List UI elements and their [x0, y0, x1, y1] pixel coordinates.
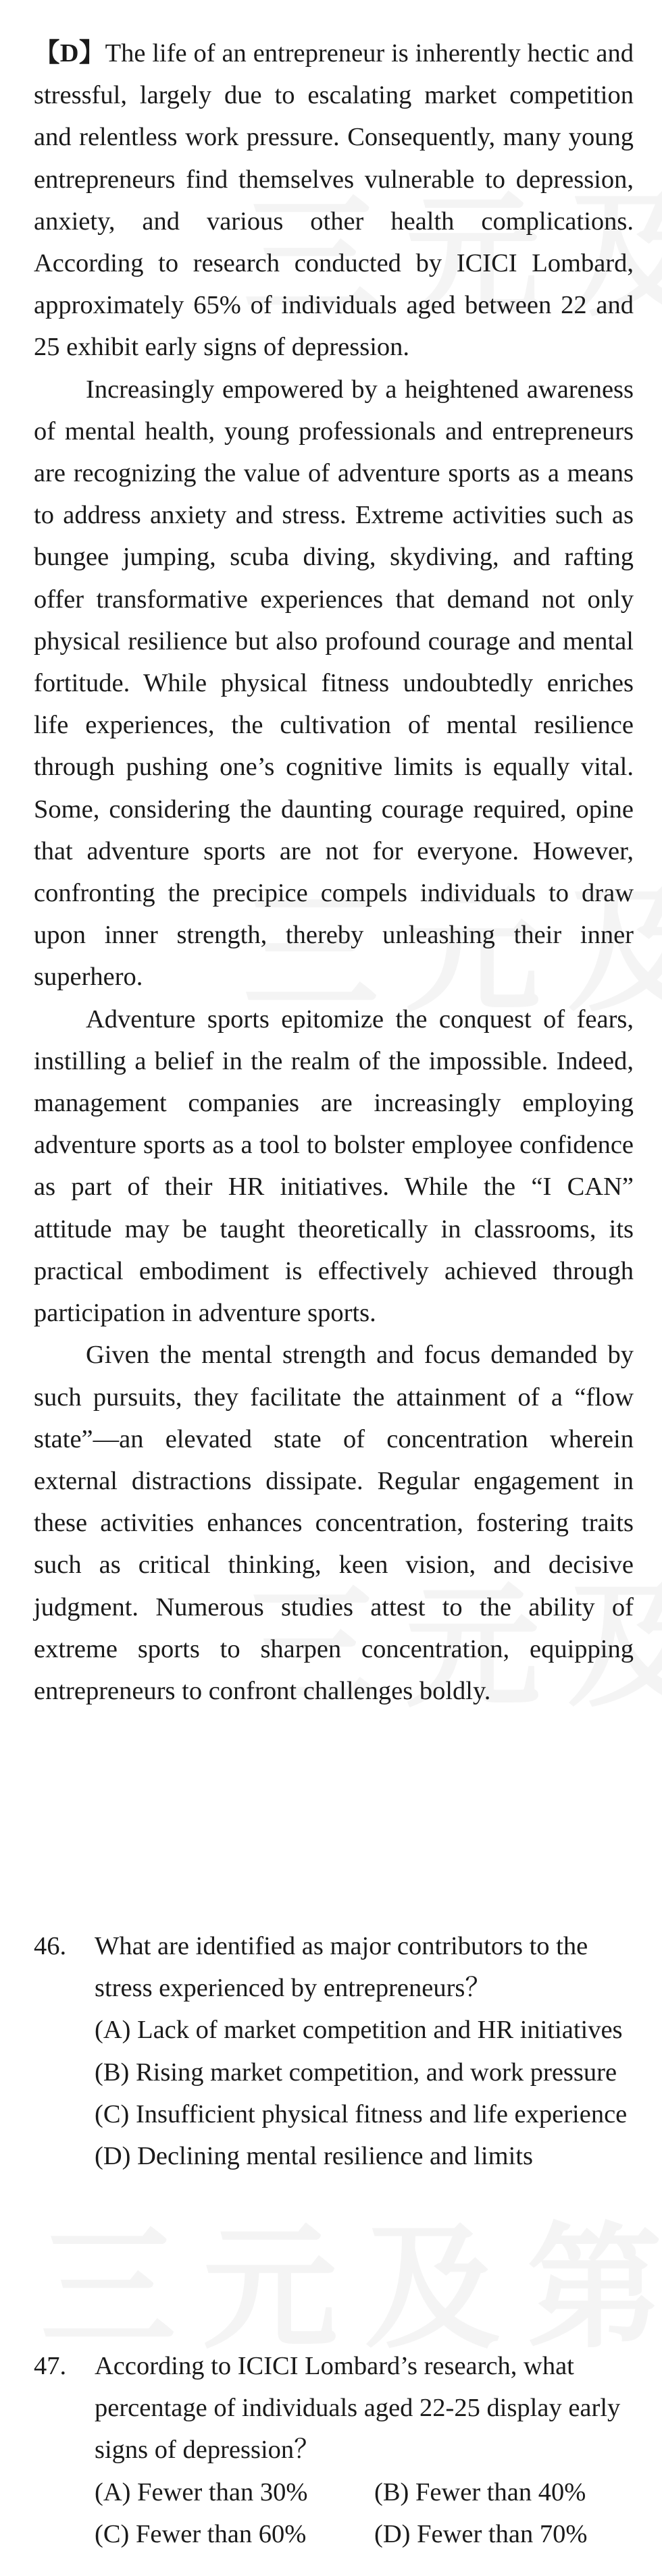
passage-paragraph-4: Given the mental strength and focus demanded by such pursuits, they facilitate the attainment of a “flow state”—an elevated state of concentration wherein external distractions dissipate. Regular engagement in these activities enhances concentration, fostering traits such as critical thinking, keen vision, and decisive judgment. Numerous studies attest to the ability of extreme sports to sharpen concentration, equipping entrepreneurs to confront challenges boldly.: [34, 1341, 634, 1705]
option-a[interactable]: (A) Fewer than 30%: [95, 2477, 308, 2506]
option-a[interactable]: (A) Lack of market competition and HR initiatives: [95, 2016, 623, 2045]
passage-paragraph-3: Adventure sports epitomize the conquest of fears, instilling a belief in the realm of the impossible. Indeed, management companies are increasingly employing adventure sports as a tool to bolster employee confidence as part of their HR initiatives. While the “I CAN” attitude may be taught theoretically in classrooms, its practical embodiment is effectively achieved through participation in adventure sports.: [34, 1004, 634, 1328]
question-stem: According to ICICI Lombard’s research, what percentage of individuals aged 22-25 display early signs of depression？: [95, 2352, 621, 2465]
passage-paragraph-1: [34, 32, 634, 369]
option-d[interactable]: (D) Declining mental resilience and limits: [95, 2142, 533, 2171]
passage-paragraph-2: Increasingly empowered by a heightened awareness of mental health, young professionals and entrepreneurs are recognizing the value of adventure sports as a means to address anxiety and stress. Extreme activities such as bungee jumping, scuba diving, skydiving, and rafting offer transformative experiences that demand not only physical resilience but also profound courage and mental fortitude. While physical fitness undoubtedly enriches life experiences, the cultivation of mental resilience through pushing one’s cognitive limits is equally vital. Some, considering the daunting courage required, opine that adventure sports are not for everyone. However, confronting the precipice compels individuals to draw upon inner strength, thereby unleashing their inner superhero.: [34, 375, 634, 992]
question-46: [34, 1925, 634, 2177]
reading-passage: [34, 32, 634, 1712]
option-c[interactable]: (C) Insufficient physical fitness and life experience: [95, 2099, 628, 2128]
question-number: 47.: [34, 2352, 67, 2380]
options-grid: [95, 2471, 634, 2555]
question-stem: What are identified as major contributors to the stress experienced by entrepreneurs？: [95, 1932, 588, 2003]
paragraph-text: The life of an entrepreneur is inherently hectic and stressful, largely due to escalating market competition and relentless work pressure. Consequently, many young entrepreneurs find themselves vulnerable to depression, anxiety, and various other health complications. According to research conducted by ICICI Lombard, approximately 65% of individuals aged between 22 and 25 exhibit early signs of depression.: [34, 39, 634, 362]
option-b[interactable]: (B) Rising market competition, and work pressure: [95, 2058, 617, 2087]
option-b[interactable]: (B) Fewer than 40%: [374, 2477, 586, 2506]
option-d[interactable]: (D) Fewer than 70%: [374, 2519, 588, 2548]
question-number: 46.: [34, 1932, 67, 1960]
passage-tag: 【D】: [34, 39, 105, 68]
option-c[interactable]: (C) Fewer than 60%: [95, 2519, 307, 2548]
question-47: [34, 2345, 634, 2555]
